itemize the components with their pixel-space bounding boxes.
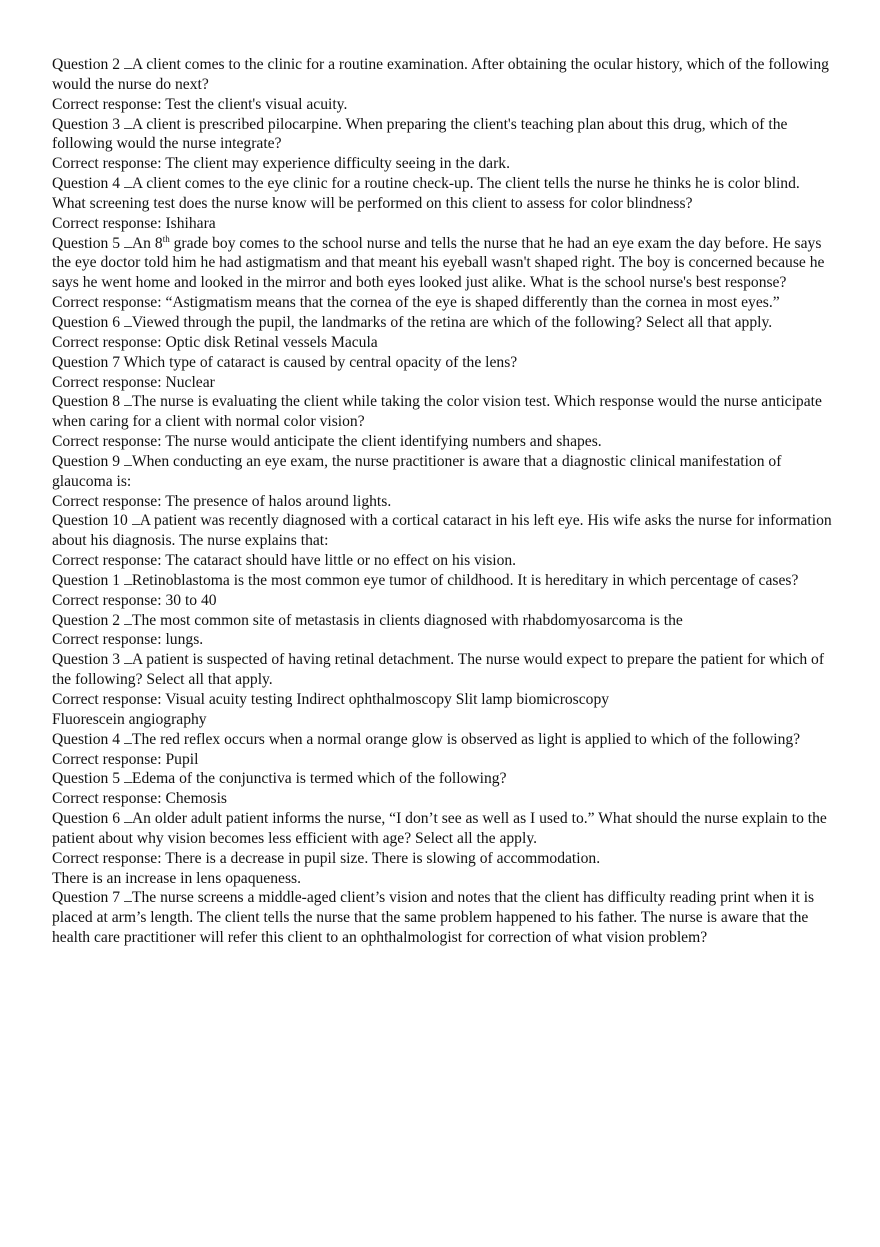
answer-option: The nurse would anticipate the client identifying numbers and shapes. — [165, 433, 602, 451]
answer-option: The presence of halos around lights. — [165, 492, 392, 510]
answer-mark-icon — [132, 512, 140, 525]
answer-option: There is an increase in lens opaqueness. — [52, 869, 301, 887]
answer-mark-icon — [124, 235, 132, 248]
question-item — [52, 511, 832, 551]
correct-response — [52, 492, 832, 512]
correct-response-label: Correct response: — [52, 214, 162, 232]
answer-mark-icon — [124, 770, 132, 783]
answer-option: Visual acuity testing — [165, 691, 293, 708]
answer-option: Pupil — [165, 750, 199, 768]
answer-mark-icon — [124, 314, 132, 327]
answer-option: Optic disk — [165, 333, 231, 351]
question-number: Question 5 — [52, 234, 121, 252]
correct-response — [52, 750, 832, 770]
correct-response — [52, 591, 832, 611]
question-text: The nurse screens a middle-aged client’s vision and notes that the client has difficulty reading print when it is placed at arm’s length. The client tells the nurse that the same problem happened to his father. The nurse is aware that the health care practitioner will refer this client to an ophthalmologist for correction of what vision problem? — [52, 889, 815, 947]
question-number: Question 3 — [52, 651, 121, 669]
question-number: Question 4 — [52, 175, 121, 193]
correct-response-continued — [52, 869, 832, 889]
question-text: A client comes to the eye clinic for a routine check-up. The client tells the nurse he thinks he is color blind. What screening test does the nurse know will be performed on this client to assess for color blindness? — [52, 175, 800, 212]
correct-response-label: Correct response: — [52, 95, 162, 113]
answer-option: Test the client's visual acuity. — [165, 95, 348, 113]
question-text: The red reflex occurs when a normal orange glow is observed as light is applied to which of the following? — [131, 730, 801, 748]
correct-response-label: Correct response: — [52, 333, 162, 351]
question-item — [52, 174, 832, 214]
correct-response-label: Correct response: — [52, 373, 162, 391]
correct-response-label: Correct response: — [52, 591, 162, 609]
correct-response — [52, 551, 832, 571]
question-text: grade boy comes to the school nurse and tells the nurse that he had an eye exam the day before. He says the eye doctor told him he had astigmatism and that meant his eyeball wasn't shaped right. The boy is concerned because he says he went home and looked in the mirror and both eyes looked just alike. What is the school nurse's best response? — [52, 234, 825, 292]
answer-option: Macula — [330, 333, 378, 351]
question-number: Question 9 — [52, 452, 121, 470]
question-text: Edema of the conjunctiva is termed which of the following? — [131, 770, 507, 788]
question-text: An older adult patient informs the nurse, “I don’t see as well as I used to.” What should the nurse explain to the patient about why vision becomes less efficient with age? Select all the apply. — [52, 810, 827, 847]
answer-option: There is slowing of accommodation. — [371, 849, 601, 867]
answer-option: The cataract should have little or no effect on his vision. — [165, 552, 517, 570]
question-number: Question 4 — [52, 730, 121, 748]
answer-mark-icon — [124, 889, 132, 902]
answer-mark-icon — [124, 116, 132, 129]
answer-mark-icon — [124, 175, 132, 188]
correct-response — [52, 432, 832, 452]
answer-option: “Astigmatism means that the cornea of the eye is shaped differently than the cornea in most eyes.” — [165, 294, 780, 312]
question-text: When conducting an eye exam, the nurse practitioner is aware that a diagnostic clinical manifestation of glaucoma is: — [52, 452, 782, 490]
answer-option: Indirect ophthalmoscopy — [296, 691, 452, 708]
answer-mark-icon — [124, 810, 132, 823]
question-text: The nurse is evaluating the client while taking the color vision test. Which response would the nurse anticipate when caring for a client with normal color vision? — [52, 393, 822, 431]
correct-response — [52, 154, 832, 174]
answer-mark-icon — [124, 56, 132, 69]
answer-mark-icon — [124, 651, 132, 664]
question-item — [52, 55, 832, 95]
question-item — [52, 353, 832, 373]
correct-response-label: Correct response: — [52, 790, 162, 808]
answer-mark-icon — [124, 453, 132, 466]
answer-option: Fluorescein angiography — [52, 710, 207, 728]
answer-option: lungs. — [165, 631, 204, 649]
question-text-prefix: An 8 — [131, 234, 163, 252]
question-text: Viewed through the pupil, the landmarks of the retina are which of the following? Select all that apply. — [131, 313, 773, 331]
question-text: A patient was recently diagnosed with a cortical cataract in his left eye. His wife asks the nurse for information about his diagnosis. The nurse explains that: — [52, 512, 832, 550]
correct-response-label: Correct response: — [52, 433, 162, 451]
document-page — [52, 55, 832, 948]
question-item — [52, 730, 832, 750]
question-number: Question 3 — [52, 115, 121, 133]
question-item — [52, 392, 832, 432]
question-number: Question 2 — [52, 56, 121, 73]
answer-option: Nuclear — [165, 373, 215, 391]
answer-option: Retinal vessels — [233, 333, 328, 351]
answer-mark-icon — [124, 393, 132, 406]
question-item — [52, 769, 832, 789]
correct-response-label: Correct response: — [52, 849, 162, 867]
question-number: Question 7 — [52, 889, 121, 907]
correct-response — [52, 293, 832, 313]
correct-response-label: Correct response: — [52, 294, 162, 312]
answer-option: Chemosis — [165, 790, 227, 808]
question-number: Question 6 — [52, 313, 121, 331]
question-text: Retinoblastoma is the most common eye tumor of childhood. It is hereditary in which percentage of cases? — [131, 571, 799, 589]
answer-mark-icon — [124, 612, 132, 625]
correct-response-label: Correct response: — [52, 155, 162, 173]
correct-response — [52, 630, 832, 650]
question-item — [52, 809, 832, 849]
correct-response-label: Correct response: — [52, 492, 162, 510]
question-text: A patient is suspected of having retinal detachment. The nurse would expect to prepare the patient for which of the following? Select all that apply. — [52, 651, 825, 689]
correct-response — [52, 333, 832, 353]
ordinal-superscript: th — [162, 233, 170, 244]
correct-response-label: Correct response: — [52, 552, 162, 570]
question-text: A client is prescribed pilocarpine. When preparing the client's teaching plan about this drug, which of the following would the nurse integrate? — [52, 115, 788, 153]
correct-response — [52, 95, 832, 115]
correct-response-label: Correct response: — [52, 750, 162, 768]
question-text: The most common site of metastasis in clients diagnosed with rhabdomyosarcoma is the — [131, 611, 683, 629]
answer-option: Ishihara — [165, 214, 216, 232]
question-number: Question 7 — [52, 353, 121, 371]
answer-mark-icon — [124, 731, 132, 744]
correct-response-continued — [52, 710, 832, 730]
question-item — [52, 234, 832, 294]
answer-option: 30 to 40 — [165, 591, 217, 609]
answer-mark-icon — [124, 572, 132, 585]
question-item — [52, 888, 832, 948]
correct-response — [52, 789, 832, 809]
answer-option: Slit lamp biomicroscopy — [455, 691, 610, 708]
question-text: Which type of cataract is caused by central opacity of the lens? — [123, 353, 518, 371]
question-number: Question 10 — [52, 512, 128, 530]
answer-option: The client may experience difficulty seeing in the dark. — [165, 155, 510, 173]
question-number: Question 5 — [52, 770, 121, 788]
question-item — [52, 571, 832, 591]
correct-response-label: Correct response: — [52, 631, 162, 649]
question-text: A client comes to the clinic for a routine examination. After obtaining the ocular history, which of the following would the nurse do next? — [52, 56, 829, 93]
question-number: Question 8 — [52, 393, 121, 411]
correct-response — [52, 373, 832, 393]
answer-option: There is a decrease in pupil size. — [165, 849, 369, 867]
question-item — [52, 452, 832, 492]
question-number: Question 1 — [52, 571, 121, 589]
correct-response-label: Correct response: — [52, 691, 162, 708]
correct-response — [52, 849, 832, 869]
correct-response — [52, 690, 832, 710]
correct-response — [52, 214, 832, 234]
question-item — [52, 115, 832, 155]
question-item — [52, 313, 832, 333]
question-item — [52, 611, 832, 631]
question-number: Question 6 — [52, 810, 121, 828]
question-item — [52, 650, 832, 690]
question-number: Question 2 — [52, 611, 121, 629]
